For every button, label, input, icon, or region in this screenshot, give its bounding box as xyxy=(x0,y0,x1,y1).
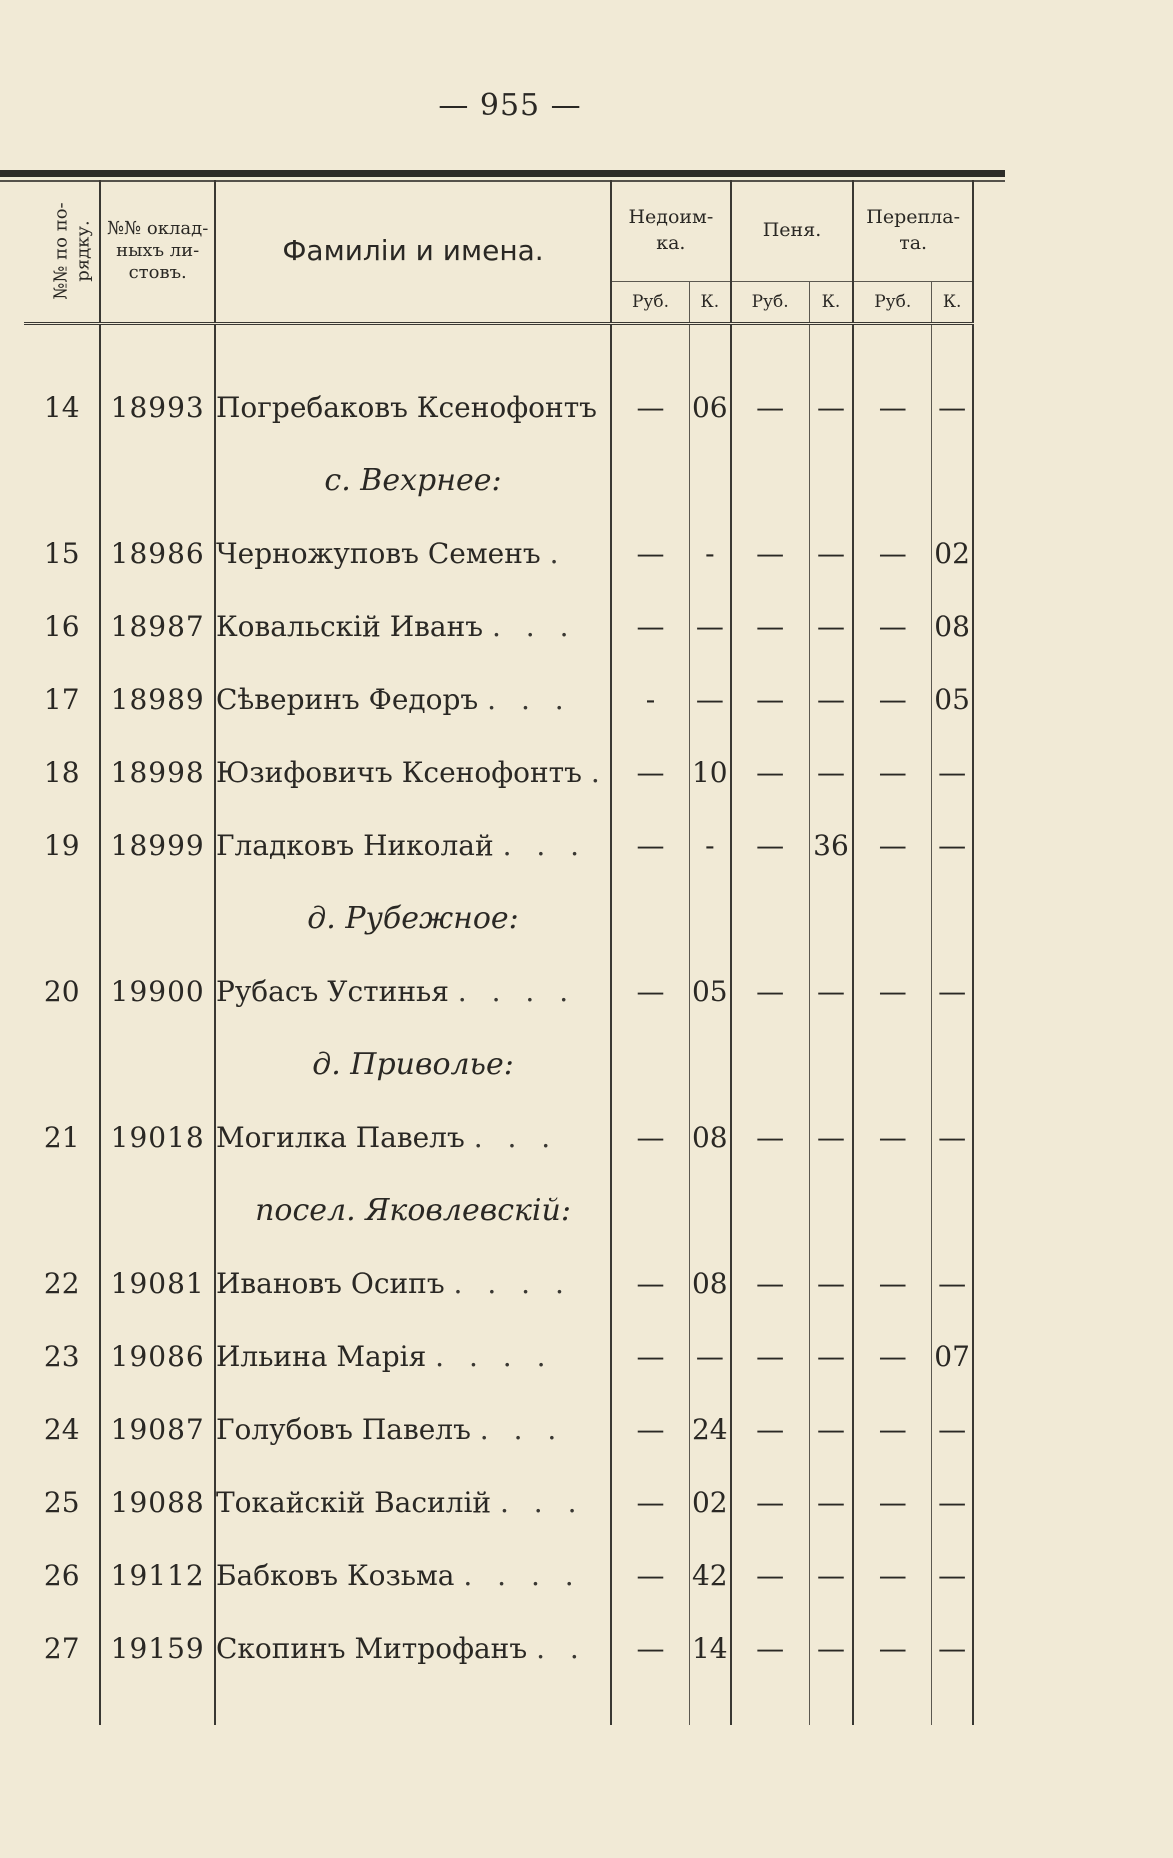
arrears-rub: — xyxy=(611,517,689,590)
penalty-kop: — xyxy=(809,663,853,736)
penalty-rub: — xyxy=(731,809,809,882)
header-sheets-label: №№ оклад- ныхъ ли- стовъ. xyxy=(107,218,209,283)
sheet-number: 19900 xyxy=(100,955,215,1028)
person-name: Ивановъ Осипъ xyxy=(215,1267,445,1300)
header-overpay xyxy=(853,180,973,281)
header-arrears-label: Недоим- ка. xyxy=(628,206,714,255)
penalty-rub: — xyxy=(731,1320,809,1393)
penalty-rub: — xyxy=(731,1466,809,1539)
overpay-rub: — xyxy=(853,1247,931,1320)
overpay-rub: — xyxy=(853,517,931,590)
person-name-cell xyxy=(215,809,611,882)
arrears-kop: 10 xyxy=(689,736,730,809)
sheet-number: 19086 xyxy=(100,1320,215,1393)
person-name: Скопинъ Митрофанъ xyxy=(215,1632,528,1665)
leader-dots: . . . xyxy=(491,610,577,643)
penalty-rub: — xyxy=(731,955,809,1028)
arrears-rub: — xyxy=(611,590,689,663)
header-penalty-rub: Руб. xyxy=(731,281,809,323)
table-row xyxy=(24,517,973,590)
leader-dots: . . xyxy=(536,1632,587,1665)
overpay-rub: — xyxy=(853,955,931,1028)
penalty-rub: — xyxy=(731,371,809,444)
header-overpay-rub: Руб. xyxy=(853,281,931,323)
arrears-rub: — xyxy=(611,809,689,882)
person-name: Гладковъ Николай xyxy=(215,829,494,862)
sheet-number: 18993 xyxy=(100,371,215,444)
overpay-kop: — xyxy=(932,736,973,809)
overpay-kop: — xyxy=(932,1247,973,1320)
arrears-kop: - xyxy=(689,809,730,882)
leader-dots: . . . . xyxy=(457,975,577,1008)
row-number: 21 xyxy=(24,1101,100,1174)
table-row xyxy=(24,809,973,882)
arrears-rub: — xyxy=(611,1393,689,1466)
overpay-rub: — xyxy=(853,1101,931,1174)
table-row xyxy=(24,590,973,663)
header-rownum xyxy=(24,180,100,324)
sheet-number: 19112 xyxy=(100,1539,215,1612)
row-number: 16 xyxy=(24,590,100,663)
penalty-rub: — xyxy=(731,1612,809,1685)
row-number: 15 xyxy=(24,517,100,590)
person-name: Юзифовичъ Ксенофонтъ xyxy=(215,756,582,789)
sheet-number: 19018 xyxy=(100,1101,215,1174)
arrears-kop: 14 xyxy=(689,1612,730,1685)
leader-dots: . . . . xyxy=(435,1340,554,1373)
penalty-kop: — xyxy=(809,1466,853,1539)
person-name-cell xyxy=(215,1466,611,1539)
table-row xyxy=(24,1101,973,1174)
overpay-rub: — xyxy=(853,809,931,882)
table-row xyxy=(24,1320,973,1393)
penalty-kop: — xyxy=(809,517,853,590)
header-overpay-label: Перепла- та. xyxy=(866,206,960,255)
person-name: Рубасъ Устинья xyxy=(215,975,449,1008)
row-number: 14 xyxy=(24,371,100,444)
sheet-number: 19087 xyxy=(100,1393,215,1466)
header-arrears xyxy=(611,180,731,281)
person-name-cell xyxy=(215,1539,611,1612)
penalty-kop: — xyxy=(809,1393,853,1466)
row-number: 18 xyxy=(24,736,100,809)
sheet-number: 19088 xyxy=(100,1466,215,1539)
overpay-kop: 07 xyxy=(932,1320,973,1393)
header-names: Фамиліи и имена. xyxy=(215,180,611,324)
arrears-rub: - xyxy=(611,663,689,736)
header-bottom-rule xyxy=(24,324,973,332)
person-name-cell xyxy=(215,1612,611,1685)
overpay-kop: 05 xyxy=(932,663,973,736)
section-row xyxy=(24,882,973,955)
overpay-kop: — xyxy=(932,1101,973,1174)
row-number: 19 xyxy=(24,809,100,882)
arrears-rub: — xyxy=(611,371,689,444)
sheet-number: 18989 xyxy=(100,663,215,736)
arrears-kop: 05 xyxy=(689,955,730,1028)
person-name: Ковальскій Иванъ xyxy=(215,610,484,643)
penalty-rub: — xyxy=(731,736,809,809)
section-location-label: д. Приволье: xyxy=(215,1028,611,1101)
person-name: Токайскій Василій xyxy=(215,1486,492,1519)
sheet-number: 18999 xyxy=(100,809,215,882)
table-row xyxy=(24,955,973,1028)
header-penalty: Пеня. xyxy=(731,180,854,281)
header-penalty-kop: К. xyxy=(809,281,853,323)
arrears-rub: — xyxy=(611,1101,689,1174)
table-row xyxy=(24,1393,973,1466)
leader-dots: . . . xyxy=(500,1486,585,1519)
table-spacer-top xyxy=(24,331,973,371)
header-rownum-label: №№ по по- рядку. xyxy=(50,202,94,300)
overpay-kop: — xyxy=(932,955,973,1028)
top-rule xyxy=(0,170,1005,177)
penalty-kop: — xyxy=(809,1612,853,1685)
overpay-kop: 02 xyxy=(932,517,973,590)
penalty-rub: — xyxy=(731,1247,809,1320)
overpay-rub: — xyxy=(853,663,931,736)
arrears-kop: 02 xyxy=(689,1466,730,1539)
leader-dots: . xyxy=(549,537,567,570)
section-location-label: д. Рубежное: xyxy=(215,882,611,955)
section-location-label: посел. Яковлевскій: xyxy=(215,1174,611,1247)
overpay-rub: — xyxy=(853,1466,931,1539)
header-arrears-rub: Руб. xyxy=(611,281,689,323)
leader-dots: . . . xyxy=(502,829,588,862)
arrears-kop: 08 xyxy=(689,1101,730,1174)
header-row xyxy=(24,180,973,281)
person-name: Сѣверинъ Федоръ xyxy=(215,683,479,716)
person-name-cell xyxy=(215,1393,611,1466)
row-number: 20 xyxy=(24,955,100,1028)
overpay-rub: — xyxy=(853,1320,931,1393)
penalty-kop: — xyxy=(809,955,853,1028)
sheet-number: 19159 xyxy=(100,1612,215,1685)
row-number: 24 xyxy=(24,1393,100,1466)
row-number: 25 xyxy=(24,1466,100,1539)
overpay-kop: 08 xyxy=(932,590,973,663)
penalty-rub: — xyxy=(731,517,809,590)
row-number: 23 xyxy=(24,1320,100,1393)
table-row xyxy=(24,1539,973,1612)
penalty-kop: — xyxy=(809,371,853,444)
section-row xyxy=(24,1028,973,1101)
overpay-rub: — xyxy=(853,371,931,444)
ledger-body xyxy=(24,331,973,1725)
person-name-cell xyxy=(215,590,611,663)
sheet-number: 18998 xyxy=(100,736,215,809)
overpay-kop: — xyxy=(932,1612,973,1685)
overpay-rub: — xyxy=(853,1393,931,1466)
table-row xyxy=(24,371,973,444)
sheet-number: 19081 xyxy=(100,1247,215,1320)
person-name-cell xyxy=(215,736,611,809)
header-overpay-kop: К. xyxy=(932,281,973,323)
table-row xyxy=(24,1612,973,1685)
person-name-cell xyxy=(215,1320,611,1393)
arrears-kop: 42 xyxy=(689,1539,730,1612)
arrears-kop: — xyxy=(689,663,730,736)
person-name-cell xyxy=(215,663,611,736)
arrears-kop: 24 xyxy=(689,1393,730,1466)
overpay-rub: — xyxy=(853,736,931,809)
person-name-cell xyxy=(215,1101,611,1174)
row-number: 27 xyxy=(24,1612,100,1685)
person-name: Могилка Павелъ xyxy=(215,1121,465,1154)
penalty-rub: — xyxy=(731,1393,809,1466)
leader-dots: . . . xyxy=(473,1121,559,1154)
overpay-rub: — xyxy=(853,1539,931,1612)
table-row xyxy=(24,1247,973,1320)
overpay-kop: — xyxy=(932,1393,973,1466)
leader-dots: . . . xyxy=(479,1413,565,1446)
person-name-cell xyxy=(215,517,611,590)
penalty-kop: — xyxy=(809,1247,853,1320)
arrears-kop: 08 xyxy=(689,1247,730,1320)
person-name: Голубовъ Павелъ xyxy=(215,1413,471,1446)
sheet-number: 18987 xyxy=(100,590,215,663)
person-name-cell xyxy=(215,371,611,444)
arrears-rub: — xyxy=(611,1612,689,1685)
section-location-label: с. Вехрнее: xyxy=(215,444,611,517)
page-number: — 955 — xyxy=(438,88,582,123)
penalty-kop: — xyxy=(809,1539,853,1612)
overpay-rub: — xyxy=(853,1612,931,1685)
person-name: Черножуповъ Семенъ xyxy=(215,537,541,570)
leader-dots: . . . . xyxy=(463,1559,582,1592)
row-number: 26 xyxy=(24,1539,100,1612)
sheet-number: 18986 xyxy=(100,517,215,590)
leader-dots: . xyxy=(590,756,608,789)
row-number: 17 xyxy=(24,663,100,736)
arrears-rub: — xyxy=(611,1466,689,1539)
person-name: Погребаковъ Ксенофонтъ xyxy=(215,391,597,424)
penalty-rub: — xyxy=(731,1101,809,1174)
leader-dots: . . . . xyxy=(453,1267,572,1300)
penalty-kop: — xyxy=(809,590,853,663)
penalty-rub: — xyxy=(731,663,809,736)
person-name: Ильина Марія xyxy=(215,1340,427,1373)
penalty-kop: — xyxy=(809,736,853,809)
table-spacer-bottom xyxy=(24,1685,973,1725)
row-number: 22 xyxy=(24,1247,100,1320)
arrears-rub: — xyxy=(611,1247,689,1320)
penalty-kop: — xyxy=(809,1101,853,1174)
section-row xyxy=(24,1174,973,1247)
arrears-kop: — xyxy=(689,590,730,663)
person-name-cell xyxy=(215,955,611,1028)
arrears-kop: - xyxy=(689,517,730,590)
overpay-kop: — xyxy=(932,809,973,882)
arrears-kop: 06 xyxy=(689,371,730,444)
arrears-rub: — xyxy=(611,1539,689,1612)
person-name-cell xyxy=(215,1247,611,1320)
header-arrears-kop: К. xyxy=(689,281,730,323)
ledger-table xyxy=(24,180,974,1725)
overpay-kop: — xyxy=(932,1539,973,1612)
table-row xyxy=(24,736,973,809)
leader-dots: . . . xyxy=(487,683,572,716)
overpay-rub: — xyxy=(853,590,931,663)
arrears-kop: — xyxy=(689,1320,730,1393)
arrears-rub: — xyxy=(611,736,689,809)
overpay-kop: — xyxy=(932,371,973,444)
penalty-kop: 36 xyxy=(809,809,853,882)
table-row xyxy=(24,1466,973,1539)
person-name: Бабковъ Козьма xyxy=(215,1559,455,1592)
penalty-rub: — xyxy=(731,1539,809,1612)
arrears-rub: — xyxy=(611,1320,689,1393)
table-row xyxy=(24,663,973,736)
section-row xyxy=(24,444,973,517)
overpay-kop: — xyxy=(932,1466,973,1539)
penalty-rub: — xyxy=(731,590,809,663)
arrears-rub: — xyxy=(611,955,689,1028)
penalty-kop: — xyxy=(809,1320,853,1393)
header-sheets xyxy=(100,180,215,324)
